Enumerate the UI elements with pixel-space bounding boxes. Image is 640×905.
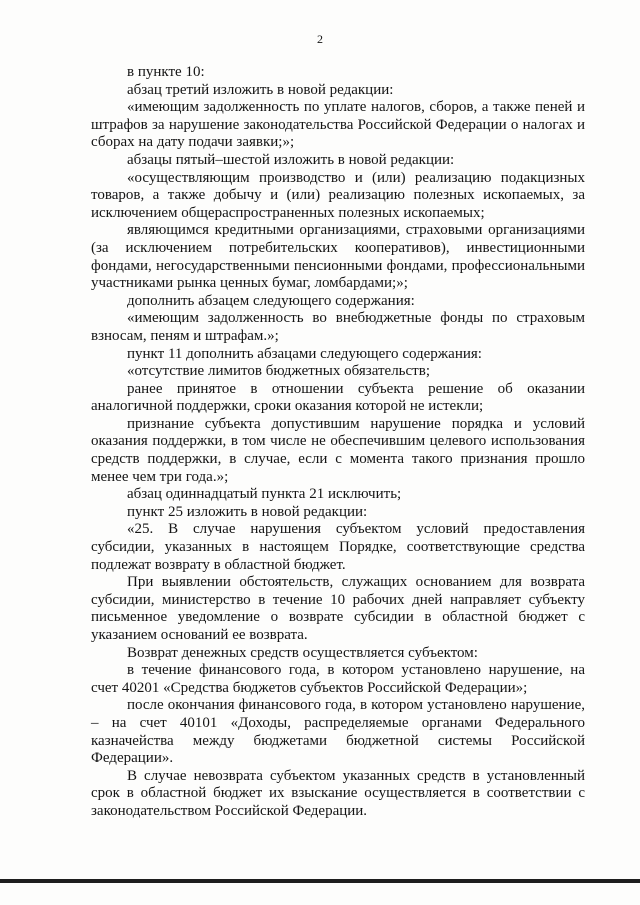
- paragraph: являющимся кредитными организациями, страховыми организациями (за исключением потребительских кооперативов), инвестиционными фондами, негосударственными пенсионными фондами, профессиональными участниками рынка ценных бумаг, ломбардами;»;: [91, 222, 585, 292]
- paragraph: абзац третий изложить в новой редакции:: [127, 81, 394, 98]
- paragraph: «25. В случае нарушения субъектом условий предоставления субсидии, указанных в настоящем Порядке, соответствующие средства подлежат возврату в областной бюджет.: [91, 521, 585, 573]
- paragraph: абзацы пятый–шестой изложить в новой редакции:: [127, 151, 455, 168]
- page-number: 2: [317, 32, 323, 46]
- paragraph: в пункте 10:: [127, 64, 205, 80]
- paragraph: пункт 25 изложить в новой редакции:: [127, 503, 368, 520]
- paragraph: признание субъекта допустившим нарушение порядка и условий оказания поддержки, в том числе не обеспечившим целевого использования средств поддержки, в случае, если с момента такого признания прошло менее чем три года.»;: [91, 415, 585, 485]
- paragraph: ранее принятое в отношении субъекта решение об оказании аналогичной поддержки, сроки оказания которой не истекли;: [91, 380, 585, 415]
- paragraph: после окончания финансового года, в котором установлено нарушение, – на счет 40101 «Доходы, распределяемые органами Федерального казначейства между бюджетами бюджетной системы Российской Федерации».: [91, 697, 585, 767]
- paragraph: При выявлении обстоятельств, служащих основанием для возврата субсидии, министерство в течение 10 рабочих дней направляет субъекту письменное уведомление о возврате субсидии в областной бюджет с указанием оснований ее возврата.: [91, 574, 585, 643]
- paragraph: пункт 11 дополнить абзацами следующего содержания:: [127, 345, 482, 362]
- paragraph: «осуществляющим производство и (или) реализацию подакцизных товаров, а также добычу и (или) реализацию полезных ископаемых, за исключением общераспространенных полезных ископаемых;: [91, 169, 585, 221]
- document-body: [91, 64, 585, 821]
- paragraph: Возврат денежных средств осуществляется субъектом:: [127, 644, 478, 661]
- paragraph: «имеющим задолженность во внебюджетные фонды по страховым взносам, пеням и штрафам.»;: [91, 310, 585, 344]
- paragraph: дополнить абзацем следующего содержания:: [127, 292, 415, 309]
- paragraph: абзац одиннадцатый пункта 21 исключить;: [127, 486, 402, 503]
- bottom-rule: [0, 879, 640, 883]
- paragraph: «имеющим задолженность по уплате налогов, сборов, а также пеней и штрафов за нарушение законодательства Российской Федерации о налогах и сборах на дату подачи заявки;»;: [91, 99, 585, 151]
- paragraph: в течение финансового года, в котором установлено нарушение, на счет 40201 «Средства бюджетов субъектов Российской Федерации»;: [91, 662, 585, 696]
- paragraph: «отсутствие лимитов бюджетных обязательств;: [127, 363, 430, 380]
- paragraph: В случае невозврата субъектом указанных средств в установленный срок в областной бюджет их взыскание осуществляется в соответствии с законодательством Российской Федерации.: [91, 767, 585, 819]
